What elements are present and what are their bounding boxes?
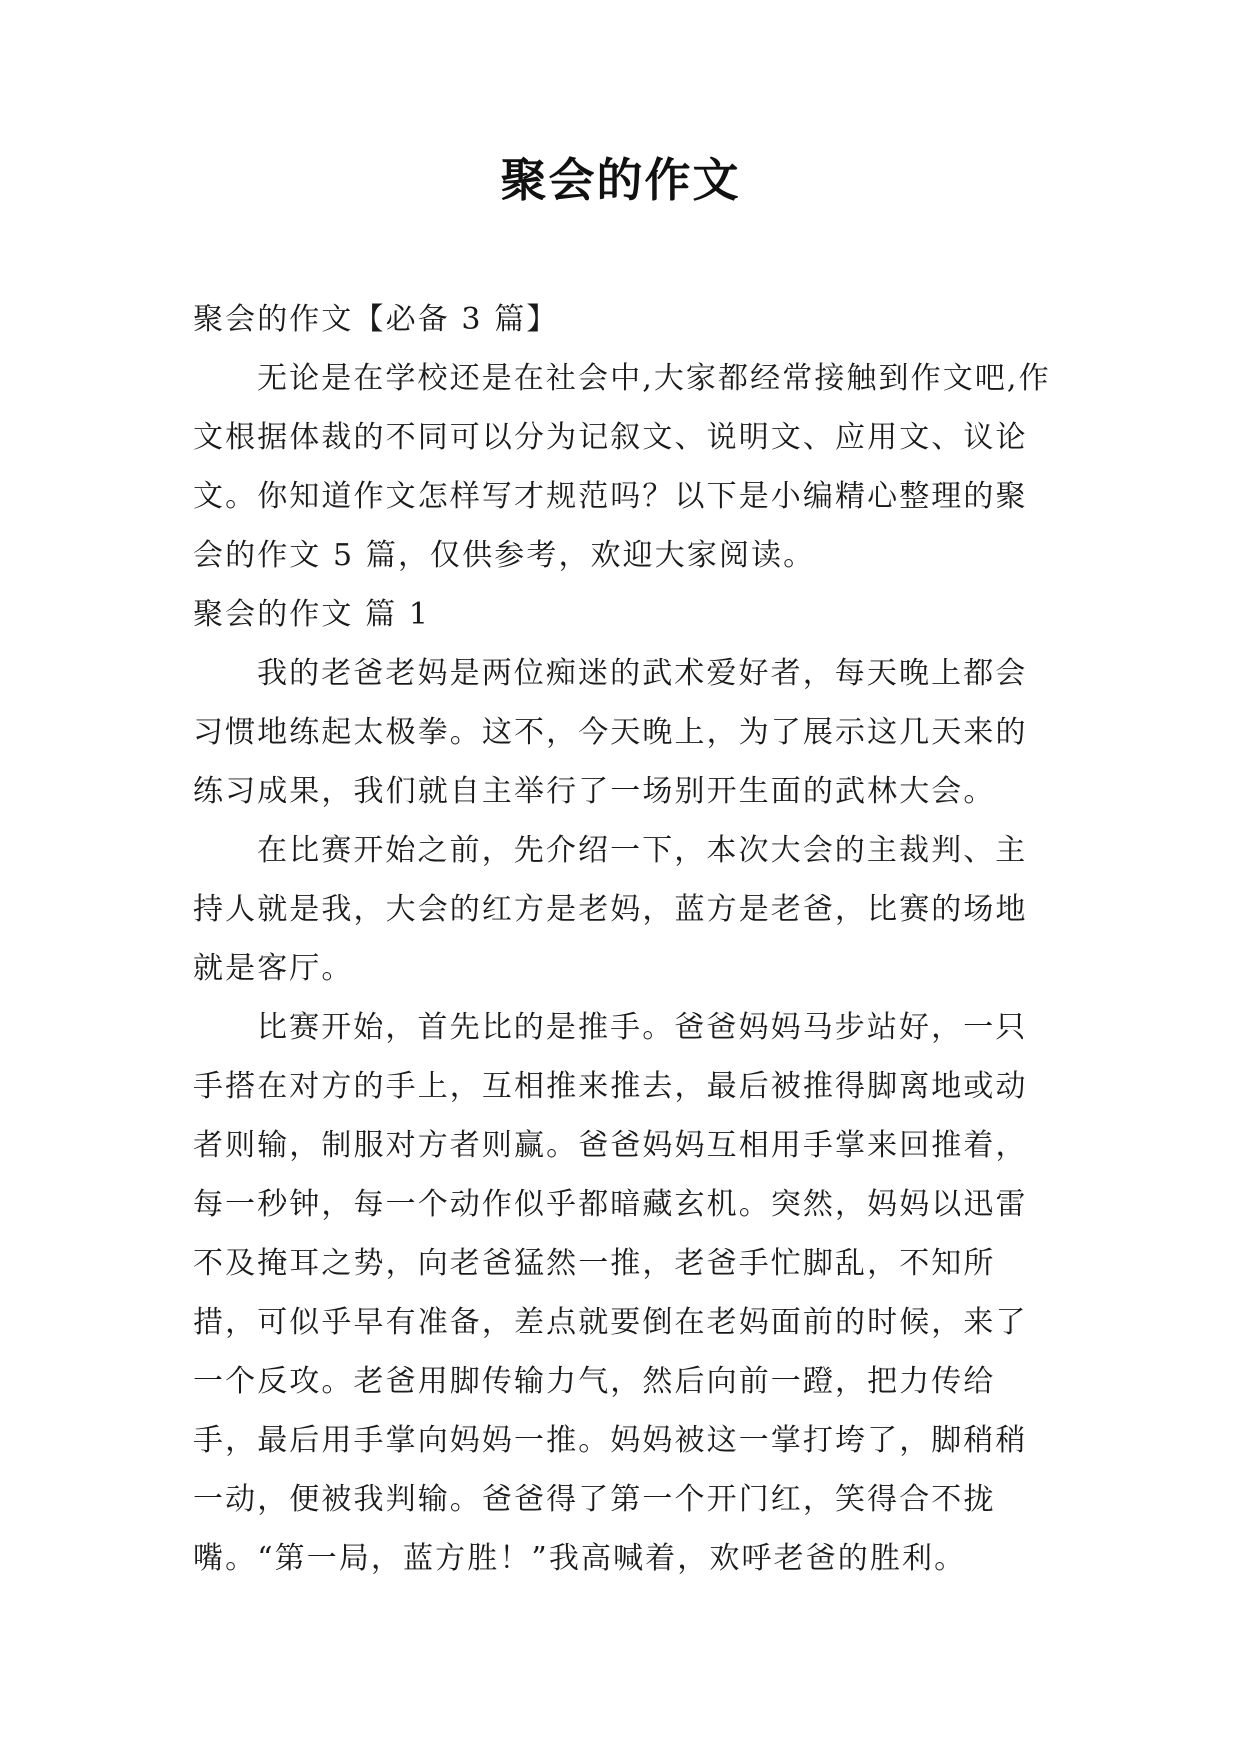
document-title: 聚会的作文 [500, 153, 741, 207]
section-heading: 聚会的作文 篇 1 [193, 597, 431, 632]
body-paragraph: 比赛开始，首先比的是推手。爸爸妈妈马步站好，一只手搭在对方的手上，互相推来推去，最后被推得脚离地或动者则输，制服对方者则赢。爸爸妈妈互相用手掌来回推着，每一秒钟，每一个动作似乎都暗藏玄机。突然，妈妈以迅雷不及掩耳之势，向老爸猛然一推，老爸手忙脚乱，不知所措，可似乎早有准备，差点就要倒在老妈面前的时候，来了一个反攻。老爸用脚传输力气，然后向前一蹬，把力传给手，最后用手掌向妈妈一推。妈妈被这一掌打垮了，脚稍稍一动，便被我判输。爸爸得了第一个开门红，笑得合不拢嘴。“第一局，蓝方胜！”我高喊着，欢呼老爸的胜利。 [193, 1010, 1028, 1576]
document-subtitle: 聚会的作文【必备 3 篇】 [193, 302, 559, 337]
body-paragraph: 在比赛开始之前，先介绍一下，本次大会的主裁判、主持人就是我，大会的红方是老妈，蓝方是老爸，比赛的场地就是客厅。 [193, 833, 1028, 986]
document-body [193, 290, 1053, 1588]
intro-paragraph: 无论是在学校还是在社会中,大家都经常接触到作文吧,作文根据体裁的不同可以分为记叙文、说明文、应用文、议论文。你知道作文怎样写才规范吗？以下是小编精心整理的聚会的作文 5 篇，仅供参考，欢迎大家阅读。 [193, 361, 1051, 573]
body-paragraph: 我的老爸老妈是两位痴迷的武术爱好者，每天晚上都会习惯地练起太极拳。这不，今天晚上，为了展示这几天来的练习成果，我们就自主举行了一场别开生面的武林大会。 [193, 656, 1028, 809]
